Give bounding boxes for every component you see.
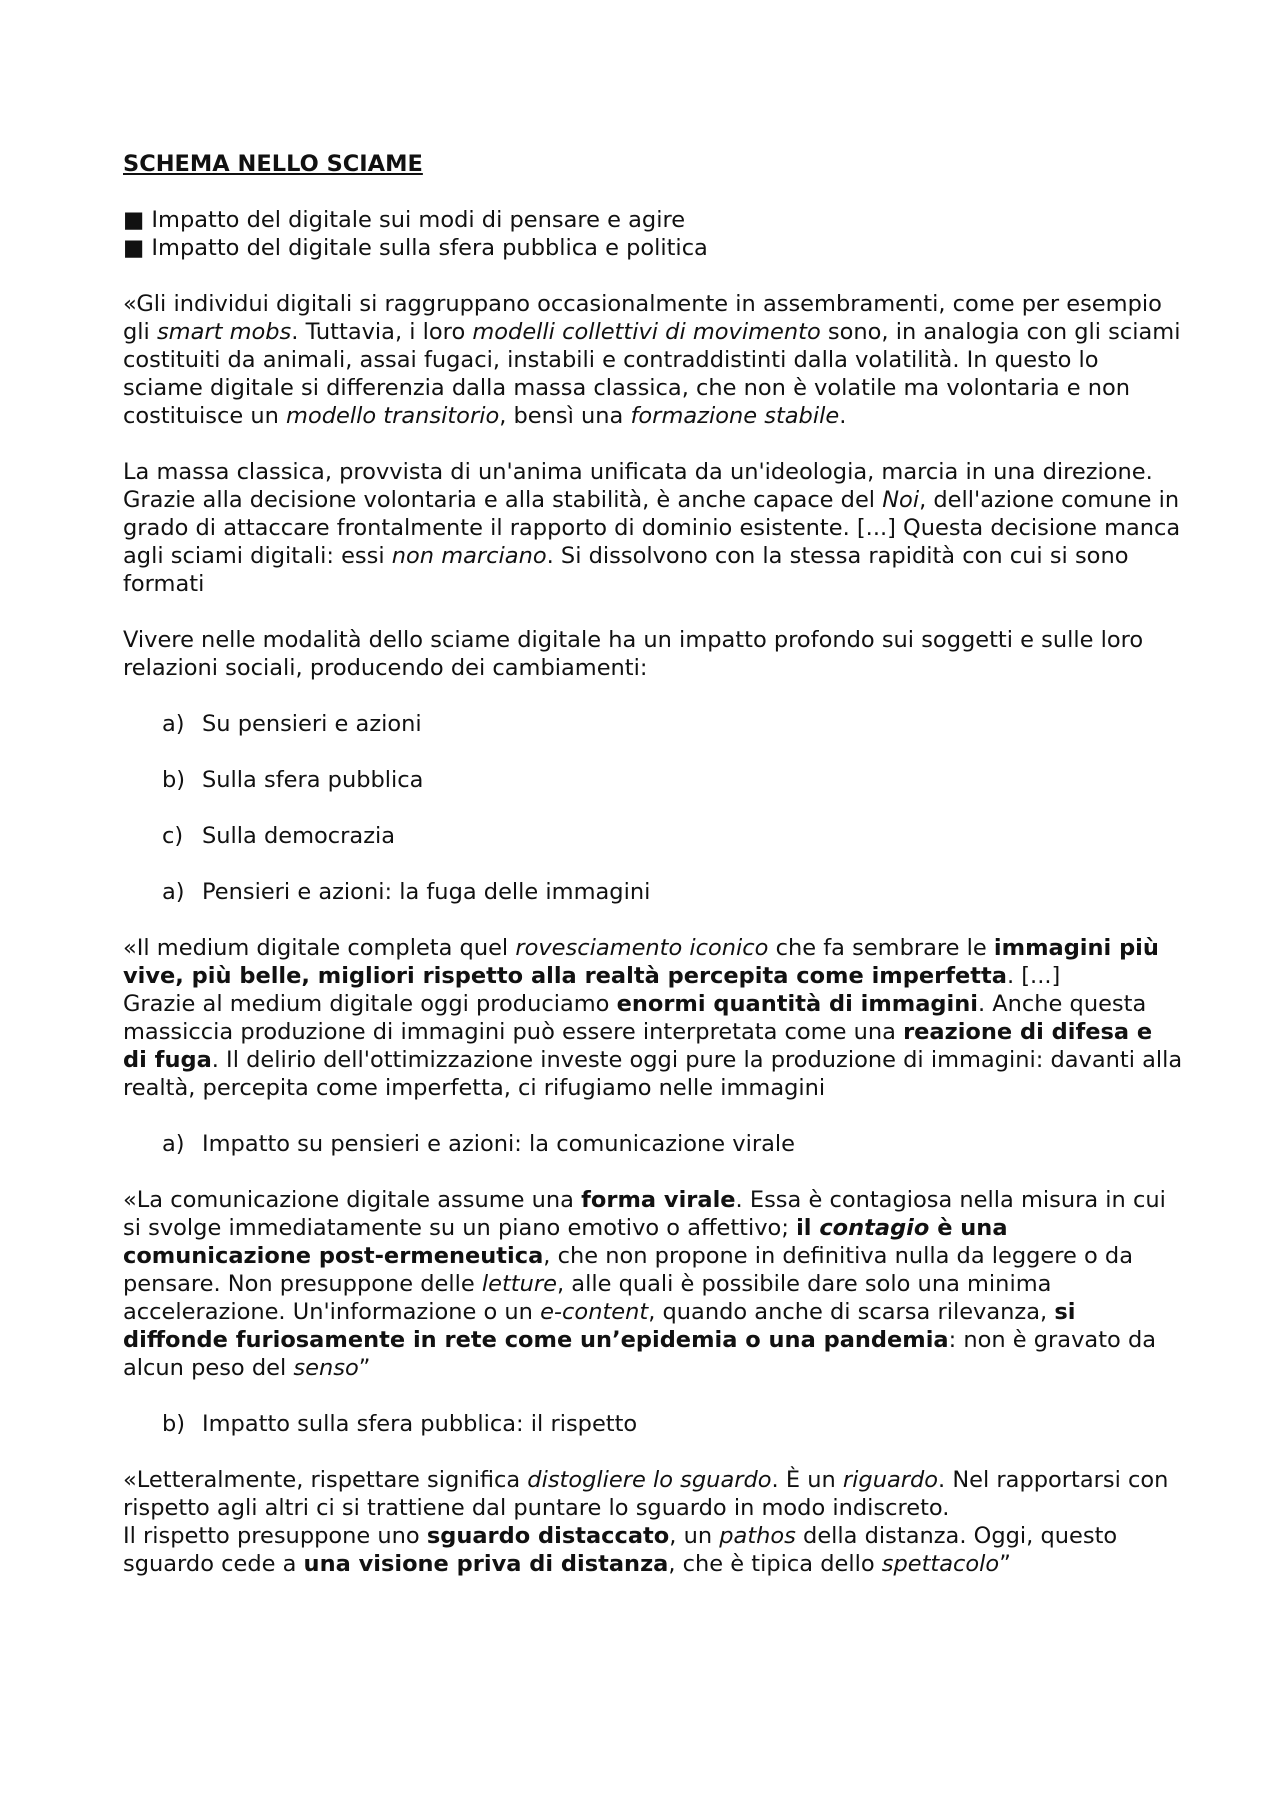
list-item-text: Sulla democrazia [202, 823, 396, 849]
spacer [123, 1382, 1183, 1410]
document-title: SCHEMA NELLO SCIAME [123, 151, 423, 177]
list-item-text: Impatto su pensieri e azioni: la comunicazione virale [202, 1131, 795, 1157]
list-marker: a) [162, 1131, 185, 1157]
paragraph-rispetto: «Letteralmente, rispettare significa distogliere lo sguardo. È un riguardo. Nel rapportarsi con rispetto agli altri ci si trattiene dal puntare lo sguardo in modo indiscreto. [123, 1467, 1169, 1521]
spacer [123, 906, 1183, 934]
paragraph-massa-classica: La massa classica, provvista di un'anima unificata da un'ideologia, marcia in una direzione. Grazie alla decisione volontaria e alla stabilità, è anche capace del Noi, dell'azione comune in grado di attaccare frontalmente il rapporto di dominio esistente. [...] Questa decisione manca agli sciami digitali: essi non marciano. Si dissolvono con la stessa rapidità con cui si sono formati [123, 459, 1181, 597]
spacer [123, 850, 1183, 878]
section-heading-comunicazione-virale [123, 1130, 1183, 1158]
list-marker: a) [162, 711, 185, 737]
section-heading-rispetto [123, 1410, 1183, 1438]
list-item-text: Impatto sulla sfera pubblica: il rispetto [202, 1411, 638, 1437]
bullet-item: ■ Impatto del digitale sui modi di pensare e agire [123, 207, 686, 233]
list-marker: b) [162, 767, 186, 793]
list-item [123, 878, 1183, 906]
paragraph-quote-sciame: «Gli individui digitali si raggruppano occasionalmente in assembramenti, come per esempio gli smart mobs. Tuttavia, i loro modelli collettivi di movimento sono, in analogia con gli sciami costituiti da animali, assai fugaci, instabili e contraddistinti dalla volatilità. In questo lo sciame digitale si differenzia dalla massa classica, che non è volatile ma volontaria e non costituisce un modello transitorio, bensì una formazione stabile. [123, 291, 1181, 429]
list-marker: a) [162, 879, 185, 905]
spacer [123, 430, 1183, 458]
list-marker: c) [162, 823, 184, 849]
spacer [123, 738, 1183, 766]
list-marker: b) [162, 1411, 186, 1437]
list-item [123, 766, 1183, 794]
document-page [123, 150, 1183, 1578]
paragraph-rovesciamento-iconico: «Il medium digitale completa quel rovesciamento iconico che fa sembrare le immagini più vive, più belle, migliori rispetto alla realtà percepita come imperfetta. [...] [123, 935, 1159, 989]
paragraph-sguardo: Il rispetto presuppone uno sguardo distaccato, un pathos della distanza. Oggi, questo sguardo cede a una visione priva di distanza, che è tipica dello spettacolo” [123, 1523, 1118, 1577]
paragraph-immagini: Grazie al medium digitale oggi produciamo enormi quantità di immagini. Anche questa massiccia produzione di immagini può essere interpretata come una reazione di difesa e di fuga. Il delirio dell'ottimizzazione investe oggi pure la produzione di immagini: davanti alla realtà, percepita come imperfetta, ci rifugiamo nelle immagini [123, 991, 1183, 1101]
list-item-text: Su pensieri e azioni [202, 711, 422, 737]
paragraph-comunicazione-virale: «La comunicazione digitale assume una forma virale. Essa è contagiosa nella misura in cui si svolge immediatamente su un piano emotivo o affettivo; il contagio è una comunicazione post-ermeneutica, che non propone in definitiva nulla da leggere o da pensare. Non presuppone delle letture, alle quali è possibile dare solo una minima accelerazione. Un'informazione o un e-content, quando anche di scarsa rilevanza, si diffonde furiosamente in rete come un’epidemia o una pandemia: non è gravato da alcun peso del senso” [123, 1187, 1166, 1381]
paragraph-intro-cambiamenti: Vivere nelle modalità dello sciame digitale ha un impatto profondo sui soggetti e sulle loro relazioni sociali, producendo dei cambiamenti: [123, 627, 1144, 681]
list-item [123, 710, 1183, 738]
spacer [123, 1438, 1183, 1466]
bullet-item: ■ Impatto del digitale sulla sfera pubblica e politica [123, 235, 708, 261]
list-item [123, 822, 1183, 850]
spacer [123, 794, 1183, 822]
list-item-text: Pensieri e azioni: la fuga delle immagini [202, 879, 651, 905]
spacer [123, 598, 1183, 626]
list-item-text: Sulla sfera pubblica [202, 767, 424, 793]
spacer [123, 1102, 1183, 1130]
spacer [123, 682, 1183, 710]
spacer [123, 262, 1183, 290]
spacer [123, 1158, 1183, 1186]
